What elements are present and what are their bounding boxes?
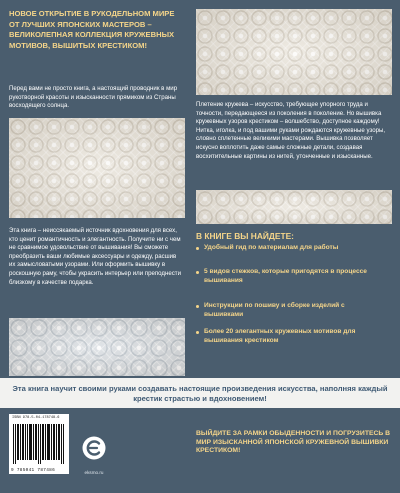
- feature-text: Инструкции по пошиву и сборке изделий с вышивками: [204, 302, 345, 318]
- bullet-icon: [196, 331, 199, 334]
- bullet-icon: [196, 305, 199, 308]
- feature-item: [196, 268, 382, 285]
- lace-photo-top-right: [196, 9, 392, 95]
- eksmo-logo-icon: [82, 436, 106, 460]
- feature-item: [196, 244, 382, 253]
- feature-text: Более 20 элегантных кружевных мотивов для вышивания крестиком: [204, 328, 356, 344]
- intro-paragraph: Перед вами не просто книга, а настоящий проводник в мир рукотворной красоты и изысканности прямиком из Страны восходящего солнца.: [9, 85, 178, 110]
- feature-item: [196, 302, 382, 319]
- isbn-text: ISBN 978-5-04-178748-6: [12, 416, 60, 420]
- banner: [0, 378, 400, 408]
- barcode: [9, 414, 69, 474]
- banner-text: Эта книга научит своими руками создавать настоящие произведения искусства, наполняя каждый крестик страстью и вдохновением!: [12, 384, 388, 403]
- headline: НОВОЕ ОТКРЫТИЕ В РУКОДЕЛЬНОМ МИРЕ ОТ ЛУЧШИХ ЯПОНСКИХ МАСТЕРОВ – ВЕЛИКОЛЕПНАЯ КОЛЛЕКЦИЯ КРУЖЕВНЫХ МОТИВОВ, ВЫШИТЫХ КРЕСТИКОМ!: [9, 9, 175, 50]
- closing-text: ВЫЙДИТЕ ЗА РАМКИ ОБЫДЕННОСТИ И ПОГРУЗИТЕСЬ В МИР ИЗЫСКАННОЙ ЯПОНСКОЙ КРУЖЕВНОЙ ВЫШИВКИ КРЕСТИКОМ!: [196, 430, 391, 455]
- lace-photo-middle-right: [196, 190, 392, 224]
- bullet-icon: [196, 271, 199, 274]
- publisher-site: eksmo.ru: [84, 470, 104, 475]
- bullet-icon: [196, 247, 199, 250]
- feature-text: 5 видов стежков, которые пригодятся в процессе вышивания: [204, 268, 367, 284]
- right-paragraph: Плетение кружева – искусство, требующее упорного труда и точности, передающееся из поколения в поколение. Но вышивка кружевных узоров крестиком – волшебство, доступное каждому! Нитка, иголка, и под вашими руками рождаются кружевные узоры, словно сплетенные великими мастерами. Вышивка позволяет искусно воплотить даже самые сложные детали, создавая восхитительные картины из нитей, утонченные и изысканные.: [196, 101, 386, 160]
- feature-text: Удобный гид по материалам для работы: [204, 244, 339, 251]
- barcode-bars: [13, 424, 65, 464]
- barcode-number: 9 785041 787486: [11, 468, 56, 473]
- left-paragraph: Эта книга – неиссякаемый источник вдохновения для всех, кто ценит романтичность и элегантность. Получите ни с чем не сравнимое удовольствие от вышивания! Вы сможете преобразить ваши любимые аксессуары и одежду, расшив их замысловатыми узорами. Или оформить вышивку в роскошную раму, чтобы украсить интерьер или преподнести близкому в качестве подарка.: [9, 227, 181, 286]
- feature-item: [196, 328, 382, 345]
- features-title: В КНИГЕ ВЫ НАЙДЕТЕ:: [196, 231, 294, 241]
- lace-photo-middle-left: [9, 118, 185, 218]
- lace-photo-bottom-left: [9, 318, 185, 376]
